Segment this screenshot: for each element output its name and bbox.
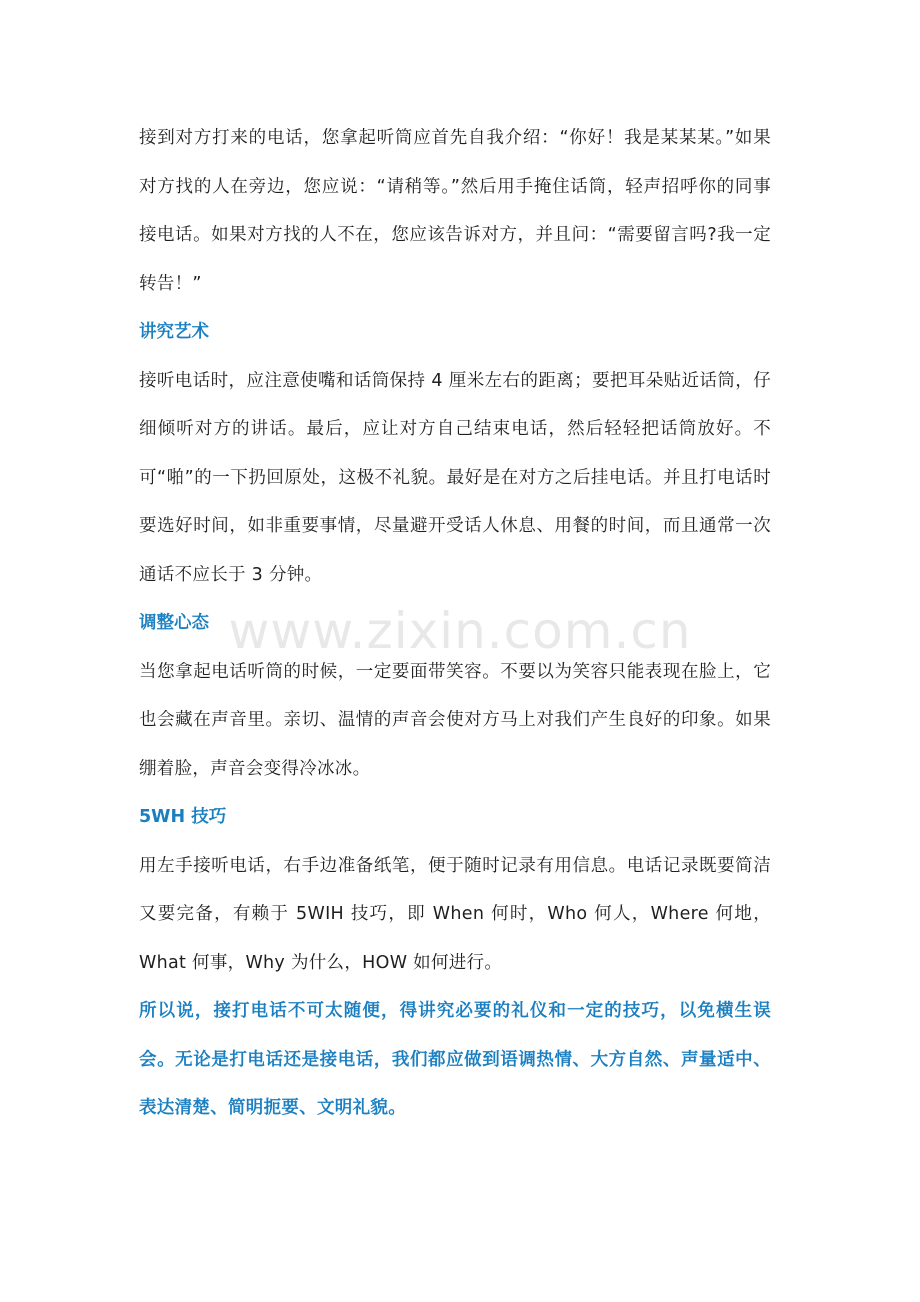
paragraph-smile-voice: 当您拿起电话听筒的时候，一定要面带笑容。不要以为笑容只能表现在脸上，它也会藏在声音里。亲切、温情的声音会使对方马上对我们产生良好的印象。如果绷着脸，声音会变得冷冰冰。 [139,661,771,779]
paragraph-answering-call: 接到对方打来的电话，您拿起听筒应首先自我介绍：“你好！我是某某某。”如果对方找的人在旁边，您应说：“请稍等。”然后用手掩住话筒，轻声招呼你的同事接电话。如果对方找的人不在，您应该告诉对方，并且问：“需要留言吗?我一定转告！” [139,128,771,294]
document-body [139,114,771,1133]
paragraph-summary: 所以说，接打电话不可太随便，得讲究必要的礼仪和一定的技巧，以免横生误会。无论是打电话还是接电话，我们都应做到语调热情、大方自然、声量适中、表达清楚、简明扼要、文明礼貌。 [139,1001,771,1118]
paragraph-listening-technique: 接听电话时，应注意使嘴和话筒保持 4 厘米左右的距离；要把耳朵贴近话筒，仔细倾听对方的讲话。最后，应让对方自己结束电话，然后轻轻把话筒放好。不可“啪”的一下扔回原处，这极不礼貌。最好是在对方之后挂电话。并且打电话时要选好时间，如非重要事情，尽量避开受话人休息、用餐的时间，而且通常一次通话不应长于 3 分钟。 [139,370,771,585]
heading-adjust-mindset: 调整心态 [139,613,209,633]
watermark: www.zixin.com.cn [228,602,692,660]
heading-art-of-speaking: 讲究艺术 [139,322,209,342]
heading-5wh-technique: 5WH 技巧 [139,807,227,827]
paragraph-note-taking: 用左手接听电话，右手边准备纸笔，便于随时记录有用信息。电话记录既要简洁又要完备，有赖于 5WIH 技巧，即 When 何时，Who 何人，Where 何地，What 何事，Why 为什么，HOW 如何进行。 [139,855,771,973]
